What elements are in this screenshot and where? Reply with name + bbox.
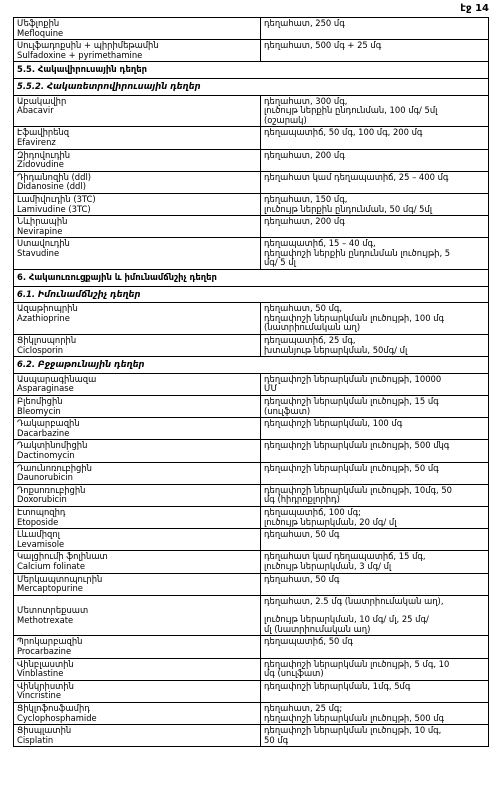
drug-name-armenian: Լամիվուդին (3TC) (17, 193, 96, 204)
drug-name-english: Mercaptopurine (17, 583, 83, 594)
drug-name-english: Dactinomycin (17, 449, 75, 460)
subsection-heading-row (14, 78, 489, 95)
drug-row (14, 506, 489, 528)
drug-name-english: Cyclophosphamide (17, 712, 97, 723)
subsection-heading-row (14, 286, 489, 303)
drug-row (14, 216, 489, 238)
dosage-form-line: դեղահատ, 2.5 մգ (նատրիումական աղ), (264, 595, 444, 606)
drug-name-armenian: Դիդանոզին (ddl) (17, 171, 92, 182)
subsection-heading: 6.1. Իմունամճնշիչ դեղեր (14, 286, 489, 303)
dosage-form-line: դեղապատիճ, 25 մգ, (264, 335, 356, 346)
drug-name-cell (14, 551, 261, 573)
dosage-form-cell (261, 636, 489, 658)
dosage-form-line: դեղահատ, 25 մգ; (264, 703, 343, 714)
dosage-form-cell (261, 127, 489, 149)
drug-row (14, 95, 489, 127)
drug-name-english: Procarbazine (17, 646, 72, 657)
drug-row (14, 18, 489, 40)
dosage-form-line: լուծույթ ներարկման, 20 մգ/ մլ (264, 516, 397, 527)
drug-name-armenian: Էֆավիրենզ (17, 127, 70, 138)
drug-row (14, 573, 489, 595)
dosage-form-line: դեղապատիճ, 15 – 40 մգ, (264, 238, 376, 249)
dosage-form-line: դեղապատիճ, 100 մգ; (264, 506, 361, 517)
dosage-form-line: դեղահատ, 300 մգ, (264, 95, 348, 106)
dosage-form-line: դեղափոշի ներարկման լուծույթի, 500 մկգ (264, 440, 450, 451)
drug-name-cell (14, 680, 261, 702)
dosage-form-line: մլ (նատրիումական աղ) (264, 623, 371, 634)
dosage-form-cell (261, 418, 489, 440)
dosage-form-cell (261, 595, 489, 636)
dosage-form-line: մգ/ 5 մլ (264, 257, 296, 268)
drug-name-cell (14, 216, 261, 238)
drug-name-cell (14, 484, 261, 506)
drug-row (14, 484, 489, 506)
dosage-form-line: դեղահատ, 250 մգ (264, 18, 345, 28)
drug-name-cell (14, 725, 261, 747)
drug-name-armenian: Դակարբազին (17, 418, 80, 429)
dosage-form-line: լուծույթ ներարկման, 3 մգ/ մլ (264, 560, 392, 571)
drug-row (14, 680, 489, 702)
dosage-form-cell (261, 462, 489, 484)
dosage-form-cell (261, 171, 489, 193)
dosage-form-cell (261, 484, 489, 506)
drug-name-cell (14, 40, 261, 62)
section-heading: 5.5. Հակավիրուսային դեղեր (14, 62, 489, 79)
dosage-form-cell (261, 18, 489, 40)
dosage-form-cell (261, 95, 489, 127)
dosage-form-cell (261, 703, 489, 725)
dosage-form-cell (261, 440, 489, 462)
dosage-form-cell (261, 303, 489, 335)
dosage-form-line: դեղափոշի ներքին ընդունման լուծույթի, 5 (264, 247, 451, 258)
drug-name-armenian: Լևամիզոլ (17, 529, 60, 540)
dosage-form-cell (261, 725, 489, 747)
drug-name-cell (14, 418, 261, 440)
subsection-heading: 6.2. Բջջաթունային դեղեր (14, 357, 489, 374)
drug-name-cell (14, 95, 261, 127)
drug-name-armenian: Սուլֆադոքսին + պիրիմեթամին (17, 40, 159, 51)
dosage-form-line: (սուլֆատ) (264, 405, 311, 416)
drug-name-cell (14, 303, 261, 335)
drug-name-english: Levamisole (17, 538, 65, 549)
drug-name-english: Sulfadoxine + pyrimethamine (17, 49, 143, 60)
drug-name-cell (14, 396, 261, 418)
dosage-form-line: դեղափոշի ներարկման լուծույթի, 500 մգ (264, 712, 445, 723)
drug-name-english: Abacavir (17, 105, 54, 116)
drug-row (14, 595, 489, 636)
drug-name-armenian: Աբակավիր (17, 95, 67, 106)
dosage-form-line: դեղափոշի ներարկման լուծույթի, 100 մգ (264, 312, 445, 323)
drug-name-armenian: Նևիրապին (17, 216, 68, 227)
dosage-form-line: մգ (հիդրոքլորիդ) (264, 494, 340, 505)
drug-name-english: Asparaginase (17, 383, 74, 394)
subsection-heading-row (14, 357, 489, 374)
dosage-form-line: ՄՄ (264, 383, 278, 394)
drug-name-armenian: Մեֆլոքին (17, 18, 60, 28)
drug-row (14, 303, 489, 335)
drug-name-english: Efavirenz (17, 136, 56, 147)
drug-name-english: Etoposide (17, 516, 59, 527)
drug-name-cell (14, 373, 261, 395)
dosage-form-cell (261, 193, 489, 215)
dosage-form-line: դեղահատ, 50 մգ, (264, 303, 343, 314)
drug-name-english: Cisplatin (17, 734, 54, 745)
drug-row (14, 396, 489, 418)
drug-name-english: Methotrexate (17, 614, 74, 625)
dosage-form-line: դեղահատ, 150 մգ, (264, 193, 348, 204)
dosage-form-line: (օշարակ) (264, 114, 307, 125)
dosage-form-cell (261, 573, 489, 595)
drug-name-english: Zidovudine (17, 159, 64, 170)
drug-name-cell (14, 335, 261, 357)
drug-name-cell (14, 127, 261, 149)
dosage-form-line: դեղահատ, 500 մգ + 25 մգ (264, 40, 382, 51)
drug-name-cell (14, 440, 261, 462)
dosage-form-line: (նատրիումական աղ) (264, 322, 361, 333)
drug-name-armenian: Զիդովուդին (17, 149, 71, 160)
drug-row (14, 149, 489, 171)
drug-name-cell (14, 462, 261, 484)
dosage-form-line: դեղահատ կամ դեղապատիճ, 15 մգ, (264, 551, 426, 562)
dosage-form-line: դեղափոշի ներարկման լուծույթի, 10000 (264, 373, 442, 384)
dosage-form-cell (261, 216, 489, 238)
dosage-form-line: դեղապատիճ, 50 մգ (264, 636, 353, 647)
drug-name-armenian: Պրոկարբազին (17, 636, 83, 647)
dosage-form-line: դեղահատ, 50 մգ (264, 529, 340, 540)
drug-name-cell (14, 149, 261, 171)
drug-name-english: Lamivudine (3TC) (17, 203, 91, 214)
dosage-form-cell (261, 658, 489, 680)
drug-name-cell (14, 506, 261, 528)
drug-row (14, 440, 489, 462)
dosage-form-line: դեղափոշի ներարկման լուծույթի, 50 մգ (264, 462, 439, 473)
dosage-form-line: դեղապատիճ, 50 մգ, 100 մգ, 200 մգ (264, 127, 423, 138)
dosage-form-line: խտանյութ ներարկման, 50մգ/ մլ (264, 344, 408, 355)
dosage-form-line: դեղահատ, 200 մգ (264, 149, 345, 160)
dosage-form-line: մգ (սուլֆատ) (264, 668, 324, 679)
drug-name-english: Nevirapine (17, 225, 63, 236)
drug-name-armenian: Մետոտրեքսատ (17, 604, 89, 615)
drug-name-armenian: Բլեոմիցին (17, 396, 63, 406)
dosage-form-line: դեղափոշի ներարկման, 100 մգ (264, 418, 403, 429)
page-number: էջ 14 (460, 3, 489, 14)
drug-name-armenian: Մերկապտոպուրին (17, 573, 103, 584)
dosage-form-cell (261, 149, 489, 171)
drug-name-armenian: Կալցիումի ֆոլինատ (17, 551, 108, 562)
drug-row (14, 193, 489, 215)
drug-list-table (13, 17, 489, 747)
dosage-form-line: դեղափոշի ներարկման լուծույթի, 10մգ, 50 (264, 484, 452, 495)
drug-row (14, 725, 489, 747)
drug-name-english: Calcium folinate (17, 560, 85, 571)
drug-name-english: Doxorubicin (17, 494, 67, 505)
dosage-form-line: լուծույթ ներքին ընդունման, 100 մգ/ 5մլ (264, 105, 438, 116)
drug-row (14, 127, 489, 149)
dosage-form-line: դեղափոշի ներարկման լուծույթի, 10 մգ, (264, 725, 442, 736)
drug-name-cell (14, 595, 261, 636)
drug-name-armenian: Վինկրիստին (17, 680, 74, 691)
drug-name-cell (14, 238, 261, 270)
drug-name-cell (14, 529, 261, 551)
drug-name-armenian: Ցիսպլատին (17, 725, 72, 736)
dosage-form-cell (261, 680, 489, 702)
dosage-form-cell (261, 335, 489, 357)
dosage-form-line: դեղափոշի ներարկման, 1մգ, 5մգ (264, 680, 411, 691)
dosage-form-cell (261, 506, 489, 528)
drug-name-armenian: Ցիկլոսպորին (17, 335, 77, 346)
drug-name-armenian: Ստավուդին (17, 238, 70, 249)
drug-row (14, 238, 489, 270)
drug-name-armenian: Ասպարագինազա (17, 373, 97, 384)
drug-name-cell (14, 636, 261, 658)
drug-name-cell (14, 193, 261, 215)
drug-name-english: Didanosine (ddl) (17, 181, 86, 192)
dosage-form-line: դեղահատ կամ դեղապատիճ, 25 – 400 մգ (264, 171, 449, 182)
table-body (14, 18, 489, 747)
subsection-heading: 5.5.2. Հակառետրովիրուսային դեղեր (14, 78, 489, 95)
drug-name-armenian: Դաունոռուբիցին (17, 462, 92, 473)
drug-name-armenian: Ազաթիոպրին (17, 303, 78, 314)
dosage-form-line: լուծույթ ներարկման, 10 մգ/ մլ, 25 մգ/ (264, 614, 429, 625)
drug-name-armenian: Դակտինոմիցին (17, 440, 88, 451)
drug-row (14, 335, 489, 357)
drug-name-cell (14, 171, 261, 193)
drug-name-armenian: Էտոպոզիդ (17, 506, 66, 517)
dosage-form-cell (261, 551, 489, 573)
dosage-form-cell (261, 40, 489, 62)
dosage-form-cell (261, 396, 489, 418)
drug-name-cell (14, 658, 261, 680)
drug-row (14, 636, 489, 658)
drug-row (14, 171, 489, 193)
drug-name-english: Azathioprine (17, 312, 70, 323)
drug-name-english: Vinblastine (17, 668, 64, 679)
dosage-form-line: դեղափոշի ներարկման լուծույթի, 5 մգ, 10 (264, 658, 450, 669)
drug-name-cell (14, 573, 261, 595)
drug-name-cell (14, 18, 261, 40)
drug-name-english: Mefloquine (17, 27, 64, 38)
dosage-form-line: դեղահատ, 50 մգ (264, 573, 340, 584)
drug-name-english: Bleomycin (17, 405, 61, 416)
section-heading-row (14, 270, 489, 287)
drug-name-armenian: Ցիկլոֆոսֆամիդ (17, 703, 90, 714)
drug-row (14, 418, 489, 440)
dosage-form-line: 50 մգ (264, 734, 289, 745)
drug-row (14, 373, 489, 395)
drug-row (14, 703, 489, 725)
dosage-form-cell (261, 373, 489, 395)
drug-name-armenian: Դոքսոռուբիցին (17, 484, 86, 495)
section-heading: 6. Հակաուռուցքային և իմունամճնշիչ դեղեր (14, 270, 489, 287)
drug-row (14, 551, 489, 573)
drug-name-english: Stavudine (17, 247, 60, 258)
section-heading-row (14, 62, 489, 79)
drug-name-english: Dacarbazine (17, 427, 70, 438)
drug-row (14, 462, 489, 484)
drug-name-english: Vincristine (17, 690, 61, 701)
drug-row (14, 658, 489, 680)
dosage-form-line: դեղահատ, 200 մգ (264, 216, 345, 227)
dosage-form-line: դեղափոշի ներարկման լուծույթի, 15 մգ (264, 396, 439, 406)
drug-name-english: Daunorubicin (17, 472, 73, 483)
drug-row (14, 529, 489, 551)
drug-name-armenian: Վինբլաստին (17, 658, 74, 669)
drug-name-cell (14, 703, 261, 725)
drug-name-english: Ciclosporin (17, 344, 64, 355)
drug-row (14, 40, 489, 62)
dosage-form-line: լուծույթ ներքին ընդունման, 50 մգ/ 5մլ (264, 203, 433, 214)
dosage-form-cell (261, 238, 489, 270)
dosage-form-cell (261, 529, 489, 551)
